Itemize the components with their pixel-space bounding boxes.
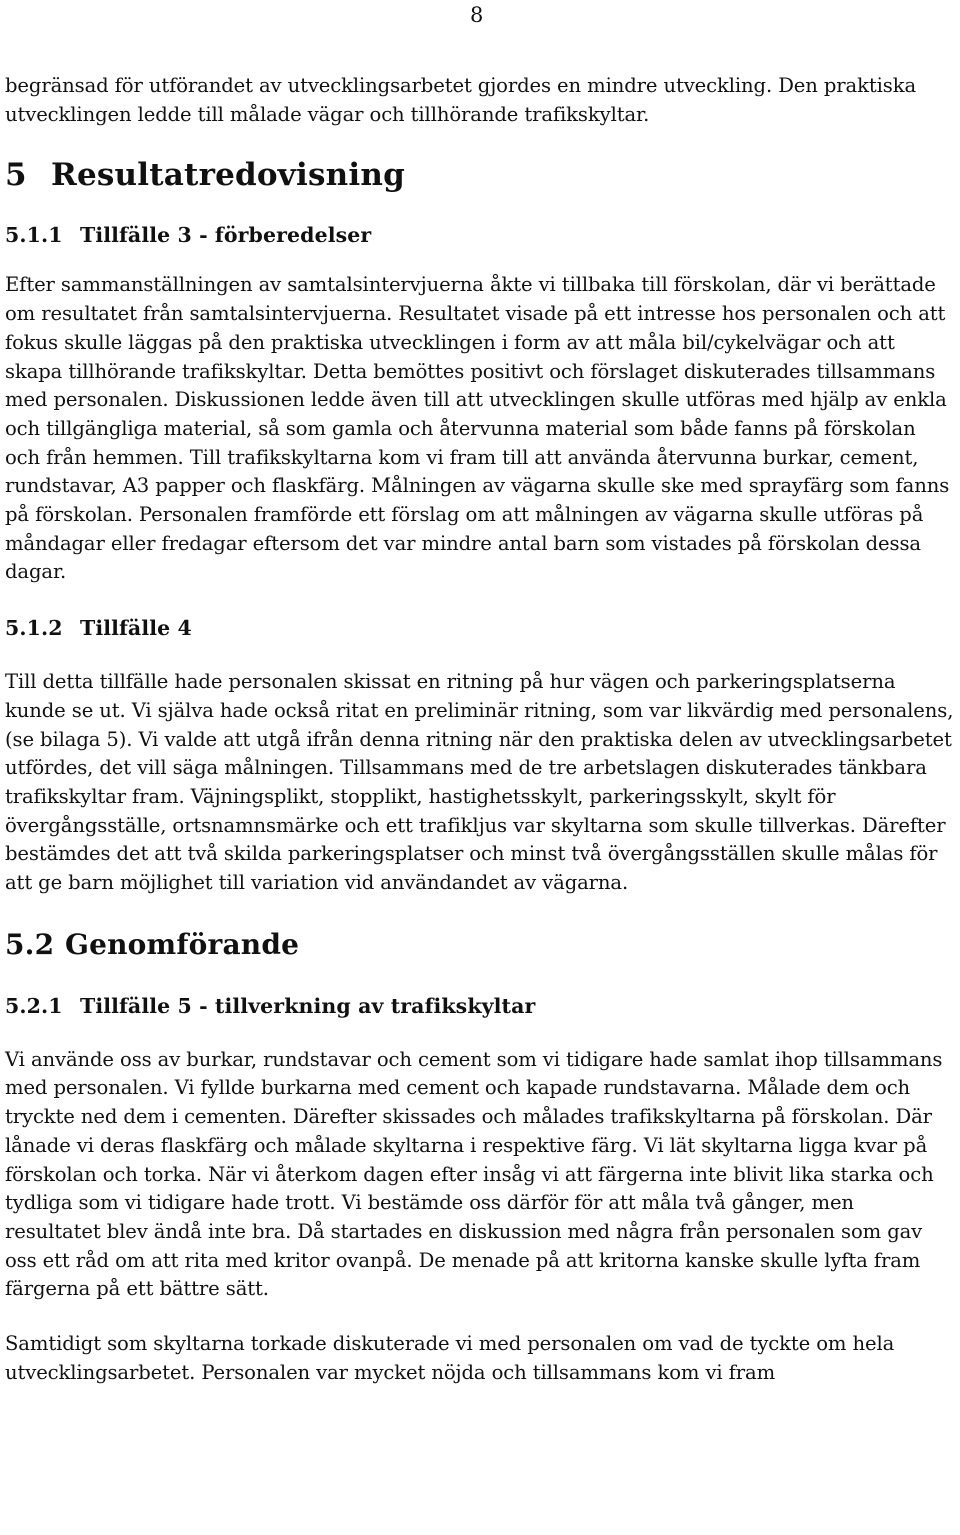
heading-title: Tillfälle 4 <box>80 616 192 641</box>
page-number: 8 <box>470 3 484 27</box>
heading-title: Tillfälle 3 - förberedelser <box>80 223 372 248</box>
heading-title: Genomförande <box>65 927 300 961</box>
heading-section-5-2 <box>5 928 955 962</box>
heading-number: 5.1.1 <box>5 223 63 248</box>
heading-number: 5.2.1 <box>5 993 63 1018</box>
heading-section-5-1-2 <box>5 614 955 642</box>
intro-paragraph: begränsad för utförandet av utvecklingsarbetet gjordes en mindre utveckling. Den praktiska utvecklingen ledde till målade vägar och tillhörande trafikskyltar. <box>5 74 917 126</box>
heading-number: 5 <box>5 157 27 194</box>
closing-paragraph: Samtidigt som skyltarna torkade diskuterade vi med personalen om vad de tyckte om hela utvecklingsarbetet. Personalen var mycket nöjda och tillsammans kom vi fram <box>5 1332 895 1384</box>
body-paragraph-tillfalle-3: Efter sammanställningen av samtalsintervjuerna åkte vi tillbaka till förskolan, där vi berättade om resultatet från samtalsintervjuerna. Resultatet visade på ett intresse hos personalen och att fokus skulle läggas på den praktiska utvecklingen i form av att måla bil/cykelvägar och att skapa tillhörande trafikskyltar. Detta bemöttes positivt och förslaget diskuterades tillsammans med personalen. Diskussionen ledde även till att utvecklingen skulle utföras med hjälp av enkla och tillgängliga material, så som gamla och återvunna material som både fanns på förskolan och från hemmen. Till trafikskyltarna kom vi fram till att använda återvunna burkar, cement, rundstavar, A3 papper och flaskfärg. Målningen av vägarna skulle ske med sprayfärg som fanns på förskolan. Personalen framförde ett förslag om att målningen av vägarna skulle utföras på måndagar eller fredagar eftersom det var mindre antal barn som vistades på förskolan dessa dagar. <box>5 273 950 584</box>
page-content <box>5 72 955 1388</box>
heading-title: Resultatredovisning <box>51 157 405 194</box>
heading-title: Tillfälle 5 - tillverkning av trafikskyltar <box>80 993 536 1018</box>
heading-section-5 <box>5 157 955 193</box>
body-paragraph-tillfalle-4: Till detta tillfälle hade personalen skissat en ritning på hur vägen och parkeringsplatserna kunde se ut. Vi själva hade också ritat en preliminär ritning, som var likvärdig med personalens, (se bilaga 5). Vi valde att utgå ifrån denna ritning när den praktiska delen av utvecklingsarbetet utfördes, det vill säga målningen. Tillsammans med de tre arbetslagen diskuterades tänkbara trafikskyltar fram. Väjningsplikt, stopplikt, hastighetsskylt, parkeringsskylt, skylt för övergångsställe, ortsnamnsmärke och ett trafikljus var skyltarna som skulle tillverkas. Därefter bestämdes det att två skilda parkeringsplatser och minst två övergångsställen skulle målas för att ge barn möjlighet till variation vid användandet av vägarna. <box>5 670 954 895</box>
heading-section-5-2-1 <box>5 992 955 1020</box>
body-paragraph-tillfalle-5: Vi använde oss av burkar, rundstavar och cement som vi tidigare hade samlat ihop tillsammans med personalen. Vi fyllde burkarna med cement och kapade rundstavarna. Målade dem och tryckte ned dem i cementen. Därefter skissades och målades trafikskyltarna på förskolan. Där lånade vi deras flaskfärg och målade skyltarna i respektive färg. Vi lät skyltarna ligga kvar på förskolan och torka. När vi återkom dagen efter insåg vi att färgerna inte blivit lika starka och tydliga som vi tidigare hade trott. Vi bestämde oss därför för att måla två gånger, men resultatet blev ändå inte bra. Då startades en diskussion med några från personalen som gav oss ett råd om att rita med kritor ovanpå. De menade på att kritorna kanske skulle lyfta fram färgerna på ett bättre sätt. <box>5 1047 943 1301</box>
heading-number: 5.1.2 <box>5 616 63 641</box>
heading-number: 5.2 <box>5 927 55 961</box>
heading-section-5-1-1 <box>5 221 955 249</box>
